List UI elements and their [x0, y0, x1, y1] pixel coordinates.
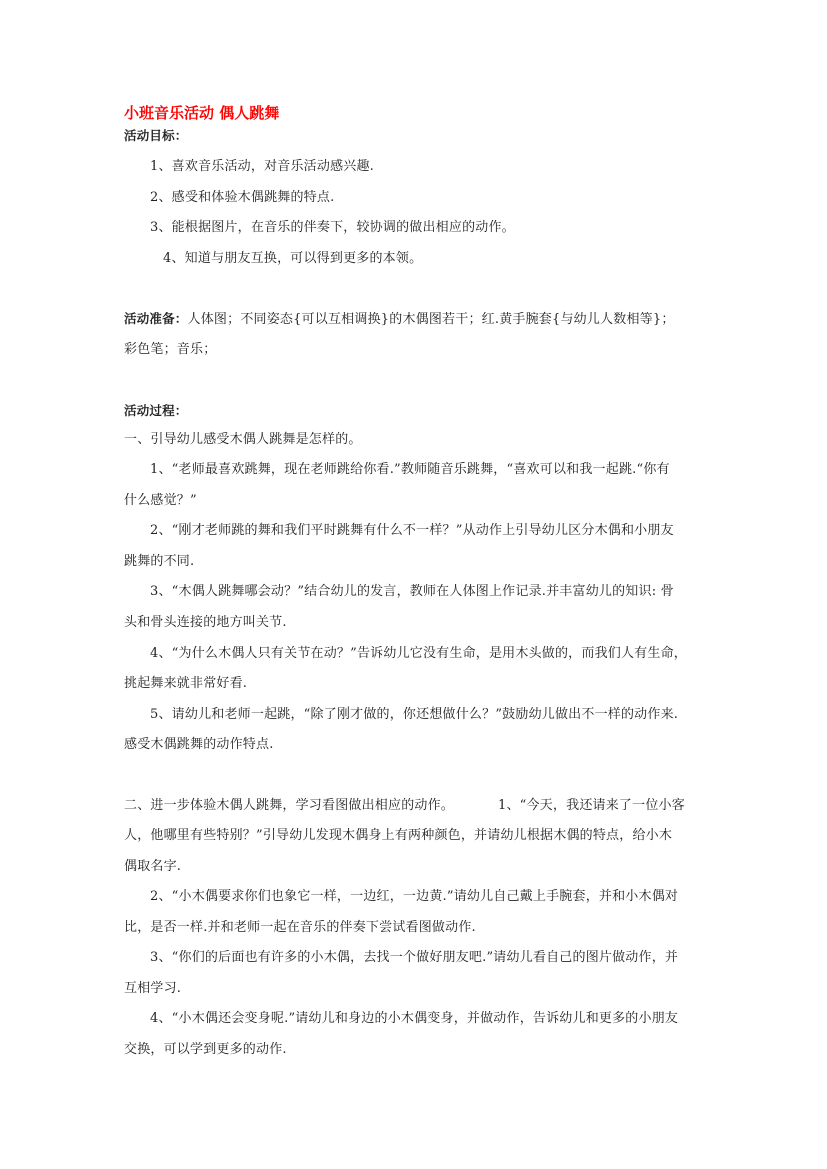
step-line: 2、“刚才老师跳的舞和我们平时跳舞有什么不一样？”从动作上引导幼儿区分木偶和小朋友	[150, 523, 674, 538]
step-line: 人，他哪里有些特别？”引导幼儿发现木偶身上有两种颜色，并请幼儿根据木偶的特点，给小木	[124, 828, 673, 843]
step-line: 偶取名字.	[124, 859, 182, 874]
prep-text: 人体图；不同姿态{可以互相调换}的木偶图若干；红.黄手腕套{与幼儿人数相等}；	[187, 312, 675, 327]
document-title: 小班音乐活动 偶人跳舞	[124, 104, 280, 122]
prep-paragraph	[124, 311, 675, 328]
goal-item: 2、感受和体验木偶跳舞的特点.	[150, 190, 335, 205]
step-line: 交换，可以学到更多的动作.	[124, 1042, 287, 1057]
step-line: 3、“你们的后面也有许多的小木偶，去找一个做好朋友吧.”请幼儿看自己的图片做动作，并	[150, 950, 679, 965]
step-line: 1、“老师最喜欢跳舞，现在老师跳给你看.”教师随音乐跳舞，“喜欢可以和我一起跳.“你有	[150, 462, 670, 477]
step-line: 4、“为什么木偶人只有关节在动？”告诉幼儿它没有生命，是用木头做的，而我们人有生命，	[150, 646, 687, 661]
prep-text-cont: 彩色笔；音乐；	[124, 342, 217, 357]
goal-item: 4、知道与朋友互换，可以得到更多的本领。	[163, 251, 423, 266]
step-line: 感受木偶跳舞的动作特点.	[124, 737, 274, 752]
step-line: 1、“今天，我还请来了一位小客	[498, 798, 685, 813]
step-line: 跳舞的不同.	[124, 554, 195, 569]
step-line: 挑起舞来就非常好看.	[124, 676, 248, 691]
step-line: 比，是否一样.并和老师一起在音乐的伴奏下尝试看图做动作.	[124, 920, 476, 935]
part1-title: 一、引导幼儿感受木偶人跳舞是怎样的。	[124, 432, 362, 447]
prep-heading: 活动准备：	[124, 311, 188, 326]
process-heading: 活动过程：	[124, 403, 188, 418]
step-line: 3、“木偶人跳舞哪会动？”结合幼儿的发言，教师在人体图上作记录.并丰富幼儿的知识: 骨	[150, 584, 674, 599]
step-line: 头和骨头连接的地方叫关节.	[124, 615, 287, 630]
step-line: 4、“小木偶还会变身呢.”请幼儿和身边的小木偶变身，并做动作，告诉幼儿和更多的小朋友	[150, 1011, 679, 1026]
goals-heading: 活动目标：	[124, 128, 188, 143]
step-line: 互相学习.	[124, 981, 182, 996]
goal-item: 3、能根据图片，在音乐的伴奏下，较协调的做出相应的动作。	[150, 220, 515, 235]
goal-item: 1、喜欢音乐活动，对音乐活动感兴趣.	[150, 159, 375, 174]
step-line: 什么感觉？”	[124, 493, 197, 508]
step-line: 2、“小木偶要求你们也象它一样，一边红，一边黄.”请幼儿自己戴上手腕套，并和小木偶对	[150, 889, 679, 904]
part2-title: 二、进一步体验木偶人跳舞，学习看图做出相应的动作。	[124, 798, 455, 813]
step-line: 5、请幼儿和老师一起跳，“除了刚才做的，你还想做什么？”鼓励幼儿做出不一样的动作来.	[150, 707, 679, 722]
